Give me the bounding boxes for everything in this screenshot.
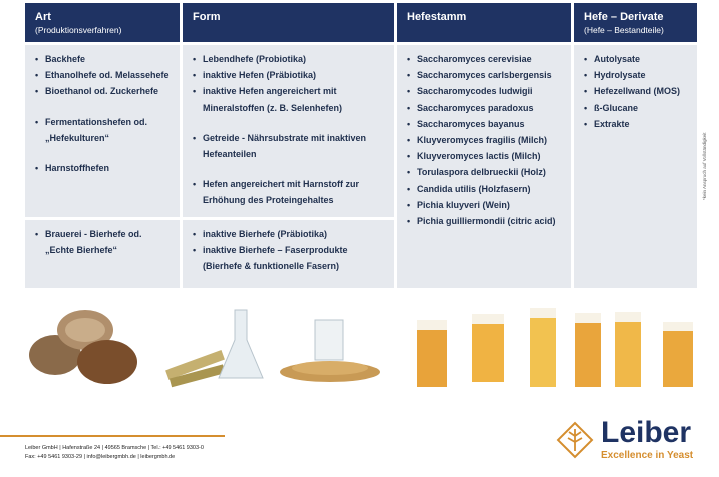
list-item: • Hefen angereichert mit Harnstoff zur Erhöhung des Proteingehaltes — [193, 176, 386, 208]
beer-glasses-icon — [417, 308, 693, 387]
list-item: • Hydrolysate — [584, 67, 689, 83]
header-form — [183, 3, 394, 42]
list-item: • Saccharomyces bayanus — [407, 116, 563, 132]
art-top-cell — [25, 45, 180, 217]
header-art-subtitle: (Produktionsverfahren) — [35, 25, 122, 35]
list-item: • Candida utilis (Holzfasern) — [407, 181, 563, 197]
list-item: • Lebendhefe (Probiotika) — [193, 51, 386, 67]
list-item: • Hefezellwand (MOS) — [584, 83, 689, 99]
list-item: • Autolysate — [584, 51, 689, 67]
list-item: • Extrakte — [584, 116, 689, 132]
list-item: • inaktive Bierhefe (Präbiotika) — [193, 226, 386, 242]
derivates-cell — [574, 45, 697, 288]
header-hefestamm — [397, 3, 571, 42]
list-item: • Pichia kluyveri (Wein) — [407, 197, 563, 213]
header-form-title: Form — [193, 11, 221, 23]
list-item: • Saccharomyces carlsbergensis — [407, 67, 563, 83]
leiber-logo — [555, 416, 705, 465]
header-art — [25, 3, 180, 42]
bread-icon — [29, 310, 137, 384]
list-item: • Ethanolhefe od. Melassehefe — [35, 67, 172, 83]
list-item: • inaktive Bierhefe – Faserprodukte (Bierhefe & funktionelle Fasern) — [193, 242, 386, 274]
grain-glass-icon — [280, 320, 380, 382]
art-bottom-cell — [25, 220, 180, 288]
list-item: • inaktive Hefen (Präbiotika) — [193, 67, 386, 83]
form-bottom-cell — [183, 220, 394, 288]
list-item: • Fermentationshefen od. „Hefekulturen“ — [35, 114, 172, 146]
wheat-emblem-icon — [555, 420, 595, 460]
list-item: • Saccharomycodes ludwigii — [407, 83, 563, 99]
footer-address: Leiber GmbH | Hafenstraße 24 | 49565 Bramsche | Tel.: +49 5461 9303-0 — [25, 445, 204, 451]
form-top-cell — [183, 45, 394, 217]
list-item: • Bioethanol od. Zuckerhefe — [35, 83, 172, 99]
header-derivate-subtitle: (Hefe – Bestandteile) — [584, 25, 664, 35]
header-derivate — [574, 3, 697, 42]
list-item: • Brauerei - Bierhefe od. „Echte Bierhefe“ — [35, 226, 172, 258]
yeast-table — [25, 3, 697, 288]
list-item: • Saccharomyces cerevisiae — [407, 51, 563, 67]
strains-cell — [397, 45, 571, 288]
sugarcane-flask-icon — [165, 310, 263, 387]
footer-fax-web: Fax: +49 5461 9303-29 | info@leibergmbh.de | leibergmbh.de — [25, 454, 176, 460]
header-art-title: Art — [35, 11, 51, 23]
list-item: • Harnstoffhefen — [35, 160, 172, 176]
list-item: • ß-Glucane — [584, 100, 689, 116]
list-item: • Kluyveromyces lactis (Milch) — [407, 148, 563, 164]
list-item: • Getreide - Nährsubstrate mit inaktiven Hefeanteilen — [193, 130, 386, 162]
list-item: • Pichia guilliermondii (citric acid) — [407, 213, 563, 229]
list-item: • Backhefe — [35, 51, 172, 67]
header-derivate-title: Hefe – Derivate — [584, 11, 664, 23]
list-item: • Torulaspora delbrueckii (Holz) — [407, 164, 563, 180]
footer-contact — [25, 444, 204, 462]
list-item: • inaktive Hefen angereichert mit Mineralstoffen (z. B. Selenhefen) — [193, 83, 386, 115]
footer-accent-line — [0, 435, 225, 437]
product-images — [25, 300, 697, 395]
side-note: *kein Anspruch auf Vollständigkeit — [702, 132, 707, 200]
list-item: • Saccharomyces paradoxus — [407, 100, 563, 116]
logo-tagline: Excellence in Yeast — [601, 450, 694, 461]
header-hefestamm-title: Hefestamm — [407, 11, 467, 23]
list-item: • Kluyveromyces fragilis (Milch) — [407, 132, 563, 148]
logo-name: Leiber — [601, 416, 692, 449]
